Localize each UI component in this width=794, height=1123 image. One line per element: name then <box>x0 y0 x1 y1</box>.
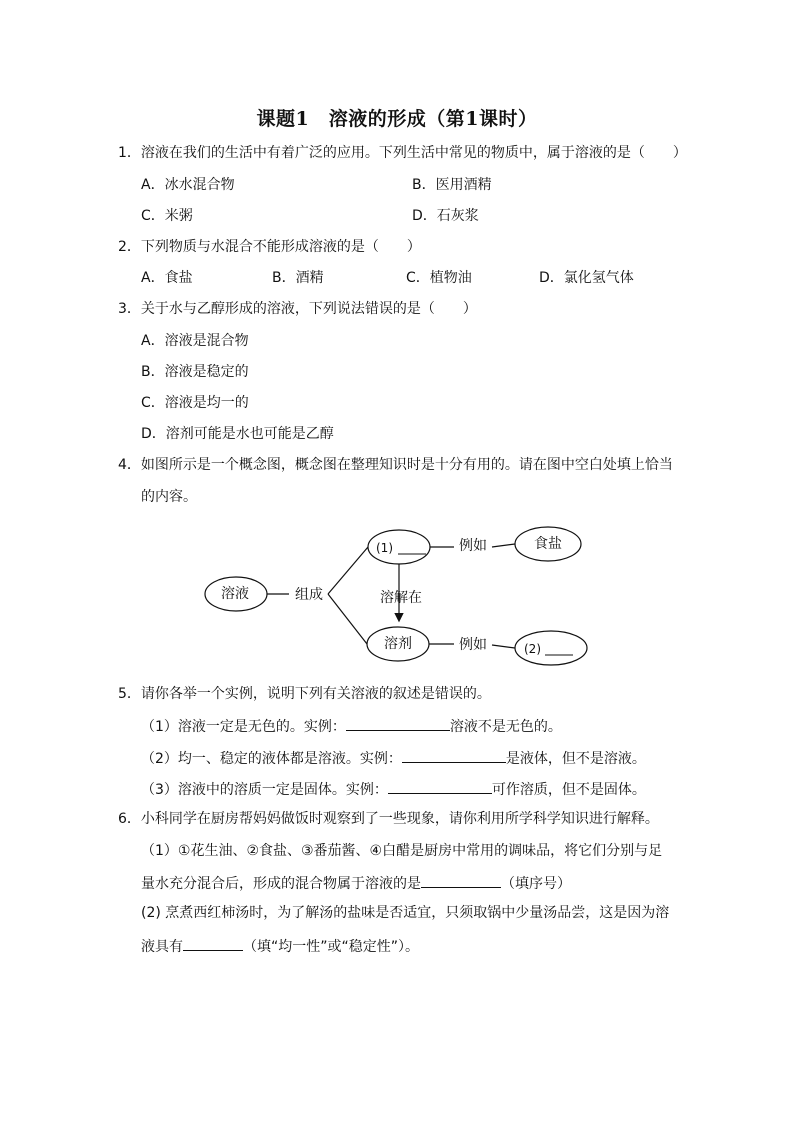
q6-part-2-tail: （填“均一性”或“稳定性”）。 <box>243 939 420 955</box>
q2-option-d: D．氯化氢气体 <box>539 270 634 286</box>
q5-statement-2-tail: 是液体，但不是溶液。 <box>505 751 646 767</box>
q6-part-1-line-1: （1）①花生油、②食盐、③番茄酱、④白醋是厨房中常用的调味品，将它们分别与足 <box>141 843 663 859</box>
q3-option-a: A．溶液是混合物 <box>141 333 249 349</box>
example-label-1: 例如 <box>459 538 487 554</box>
q5-answer-blank-3[interactable] <box>388 778 492 794</box>
q6-part-2-line-1: (2) 烹煮西红柿汤时，为了解汤的盐味是否适宜，只须取锅中少量汤品尝，这是因为溶 <box>141 905 670 921</box>
q5-statement-3 <box>141 778 646 800</box>
q2-option-b: B．酒精 <box>272 270 324 286</box>
q5-statement-1-tail: 溶液不是无色的。 <box>449 719 562 735</box>
dissolve-in-label: 溶解在 <box>380 590 422 606</box>
q4-stem-line2: 的内容。 <box>141 489 197 505</box>
q6-part-1-line-2 <box>141 872 571 894</box>
q5-statement-3-text: （3）溶液中的溶质一定是固体。实例： <box>141 782 388 798</box>
q1-option-a: A．冰水混合物 <box>141 177 235 193</box>
q2-stem: 2．下列物质与水混合不能形成溶液的是（ ） <box>118 239 421 255</box>
q6-part-1-text: 量水充分混合后，形成的混合物属于溶液的是 <box>141 876 421 892</box>
q1-stem: 1．溶液在我们的生活中有着广泛的应用。下列生活中常见的物质中，属于溶液的是（ ） <box>118 145 687 161</box>
q6-part-1-tail: （填序号） <box>501 876 571 892</box>
q5-statement-2 <box>141 747 646 769</box>
node-solution-label: 溶液 <box>221 586 249 602</box>
q5-statement-1-text: （1）溶液一定是无色的。实例： <box>141 719 346 735</box>
q5-statement-2-text: （2）均一、稳定的液体都是溶液。实例： <box>141 751 402 767</box>
q6-part-2-line-2 <box>141 935 419 957</box>
q5-answer-blank-1[interactable] <box>346 715 450 731</box>
q2-option-a: A．食盐 <box>141 270 193 286</box>
node-solvent-label: 溶剂 <box>384 636 412 652</box>
q6-answer-blank-1[interactable] <box>421 872 501 888</box>
q6-stem: 6．小科同学在厨房帮妈妈做饭时观察到了一些现象，请你利用所学科学知识进行解释。 <box>118 811 659 827</box>
compose-label: 组成 <box>295 587 323 603</box>
q3-option-c: C．溶液是均一的 <box>141 395 249 411</box>
q5-statement-3-tail: 可作溶质，但不是固体。 <box>491 782 646 798</box>
q3-option-b: B．溶液是稳定的 <box>141 364 249 380</box>
q3-option-d: D．溶剂可能是水也可能是乙醇 <box>141 426 334 442</box>
page-title: 课题1 溶液的形成（第1课时） <box>256 108 538 130</box>
q3-stem: 3．关于水与乙醇形成的溶液，下列说法错误的是（ ） <box>118 301 477 317</box>
q4-stem-line1: 4．如图所示是一个概念图，概念图在整理知识时是十分有用的。请在图中空白处填上恰当 <box>118 457 673 473</box>
q6-part-2-text: 液具有 <box>141 939 183 955</box>
q5-answer-blank-2[interactable] <box>402 747 506 763</box>
blank-1-label: (1) <box>376 541 393 555</box>
concept-map <box>196 520 596 670</box>
q1-option-d: D．石灰浆 <box>412 208 479 224</box>
q5-stem: 5．请你各举一个实例，说明下列有关溶液的叙述是错误的。 <box>118 686 491 702</box>
node-salt-label: 食盐 <box>534 536 562 552</box>
q6-answer-blank-2[interactable] <box>183 935 243 951</box>
blank-2-label: (2) <box>524 642 541 656</box>
q1-option-c: C．米粥 <box>141 208 193 224</box>
q1-option-b: B．医用酒精 <box>412 177 492 193</box>
example-label-2: 例如 <box>459 637 487 653</box>
q2-option-c: C．植物油 <box>406 270 472 286</box>
q5-statement-1 <box>141 715 562 737</box>
